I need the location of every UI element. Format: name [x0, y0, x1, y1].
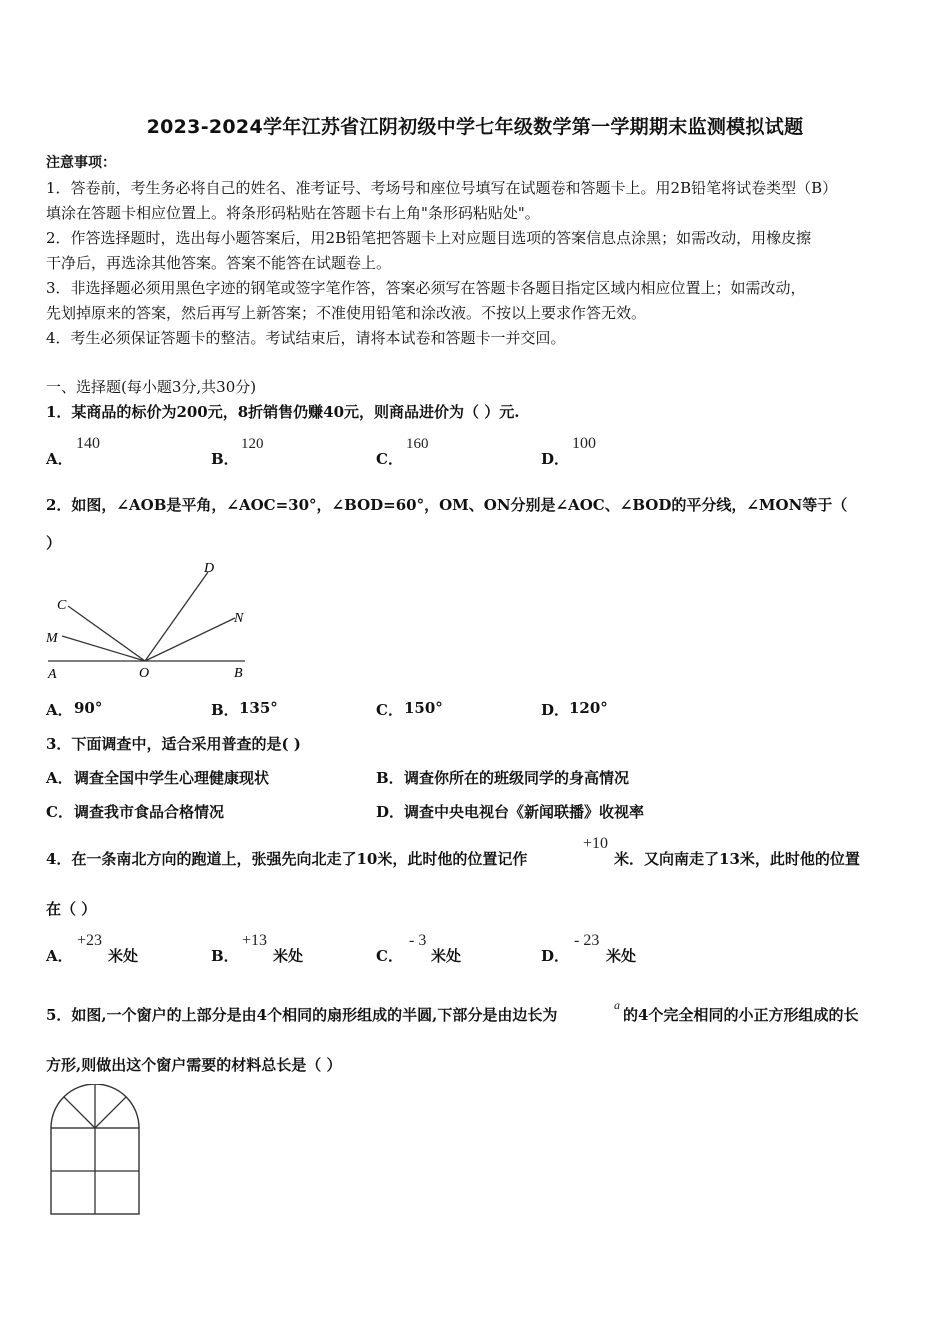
q4-option-c-unit: 米处 — [431, 947, 462, 965]
q4-option-a-unit: 米处 — [108, 947, 139, 965]
label-d: D — [204, 561, 215, 576]
q3-option-a-letter: A． — [46, 769, 73, 787]
question-4-stem-b: 米．又向南走了13米，此时他的位置 — [614, 850, 860, 868]
q1-option-c-letter: C． — [376, 450, 403, 468]
q4-option-c-value: - 3 — [409, 932, 427, 949]
q4-option-a-letter: A． — [46, 947, 73, 965]
ray-od — [145, 572, 208, 661]
notice-line-4: 干净后，再选涂其他答案。答案不能答在试题卷上。 — [46, 254, 392, 272]
window-spoke-1 — [64, 1097, 95, 1128]
q3-option-c-value: 调查我市食品合格情况 — [74, 803, 225, 821]
q1-option-d-value: 100 — [572, 435, 596, 452]
question-4-stem-a: 4．在一条南北方向的跑道上，张强先向北走了10米，此时他的位置记作 — [46, 850, 528, 868]
label-n: N — [234, 611, 244, 626]
q1-option-c-value: 160 — [406, 436, 429, 452]
question-2-stem-tail: ） — [46, 534, 62, 552]
label-a: A — [48, 667, 57, 682]
question-5-stem-var: a — [614, 998, 620, 1012]
question-4-stem-value: +10 — [583, 835, 609, 852]
window-spoke-3 — [95, 1097, 126, 1128]
q3-option-b-letter: B． — [376, 769, 404, 787]
ray-oc — [68, 606, 145, 661]
q1-option-b-value: 120 — [241, 436, 264, 452]
notice-heading: 注意事项： — [46, 155, 116, 171]
q2-option-d-value: 120° — [569, 699, 608, 717]
q3-option-b-value: 调查你所在的班级同学的身高情况 — [404, 769, 630, 787]
q2-option-a-letter: A． — [46, 701, 73, 719]
notice-line-6: 先划掉原来的答案，然后再写上新答案；不准使用铅笔和涂改液。不按以上要求作答无效。 — [46, 304, 647, 322]
question-4-stem-line2: 在（ ） — [46, 900, 97, 918]
question-5-stem-line2: 方形,则做出这个窗户需要的材料总长是（ ） — [46, 1056, 342, 1074]
q2-option-d-letter: D． — [541, 701, 570, 719]
notice-line-1: 1．答卷前，考生务必将自己的姓名、准考证号、考场号和座位号填写在试题卷和答题卡上。用2B铅笔将试卷类型（B） — [46, 179, 838, 197]
question-2-stem: 2．如图，∠AOB是平角，∠AOC=30°，∠BOD=60°，OM、ON分别是∠AOC、∠BOD的平分线，∠MON等于（ — [46, 496, 848, 514]
q4-option-d-unit: 米处 — [606, 947, 637, 965]
label-b: B — [234, 666, 243, 681]
label-c: C — [57, 598, 67, 613]
ray-om — [62, 636, 145, 661]
q4-option-b-value: +13 — [242, 932, 268, 949]
question-5-stem-a: 5．如图,一个窗户的上部分是由4个相同的扇形组成的半圆,下部分是由边长为 — [46, 1006, 558, 1024]
window-figure — [46, 1084, 142, 1218]
q1-option-d-letter: D． — [541, 450, 570, 468]
notice-line-5: 3．非选择题必须用黑色字迹的钢笔或签字笔作答，答案必须写在答题卡各题目指定区域内相应位置上；如需改动， — [46, 279, 806, 297]
question-3-stem: 3．下面调查中，适合采用普查的是( ) — [46, 735, 301, 753]
q2-option-a-value: 90° — [74, 699, 103, 717]
ray-on — [145, 618, 235, 661]
notice-line-7: 4．考生必须保证答题卡的整洁。考试结束后，请将本试卷和答题卡一并交回。 — [46, 329, 566, 347]
q1-option-a-letter: A． — [46, 450, 73, 468]
angle-figure — [40, 558, 260, 683]
q3-option-d-value: 调查中央电视台《新闻联播》收视率 — [404, 803, 645, 821]
q4-option-d-letter: D． — [541, 947, 570, 965]
q4-option-b-unit: 米处 — [273, 947, 304, 965]
q4-option-b-letter: B． — [211, 947, 239, 965]
q1-option-b-letter: B． — [211, 450, 239, 468]
notice-line-3: 2．作答选择题时，选出每小题答案后，用2B铅笔把答题卡上对应题目选项的答案信息点涂黑；如需改动，用橡皮擦 — [46, 229, 812, 247]
label-o: O — [139, 666, 150, 681]
question-5-stem-b: 的4个完全相同的小正方形组成的长 — [623, 1006, 859, 1024]
q4-option-d-value: - 23 — [574, 932, 600, 949]
q3-option-d-letter: D． — [376, 803, 405, 821]
question-1-stem: 1．某商品的标价为200元，8折销售仍赚40元，则商品进价为（ ）元. — [46, 403, 520, 421]
q3-option-c-letter: C． — [46, 803, 73, 821]
q2-option-b-letter: B． — [211, 701, 239, 719]
q2-option-b-value: 135° — [239, 699, 278, 717]
q4-option-c-letter: C． — [376, 947, 403, 965]
label-m: M — [46, 631, 58, 646]
q4-option-a-value: +23 — [77, 932, 103, 949]
page-title: 2023-2024学年江苏省江阴初级中学七年级数学第一学期期末监测模拟试题 — [146, 116, 804, 138]
section-heading: 一、选择题(每小题3分,共30分) — [46, 378, 257, 396]
q1-option-a-value: 140 — [76, 435, 100, 452]
q2-option-c-letter: C． — [376, 701, 403, 719]
q3-option-a-value: 调查全国中学生心理健康现状 — [74, 769, 270, 787]
q2-option-c-value: 150° — [404, 699, 443, 717]
notice-line-2: 填涂在答题卡相应位置上。将条形码粘贴在答题卡右上角"条形码粘贴处"。 — [46, 204, 540, 222]
